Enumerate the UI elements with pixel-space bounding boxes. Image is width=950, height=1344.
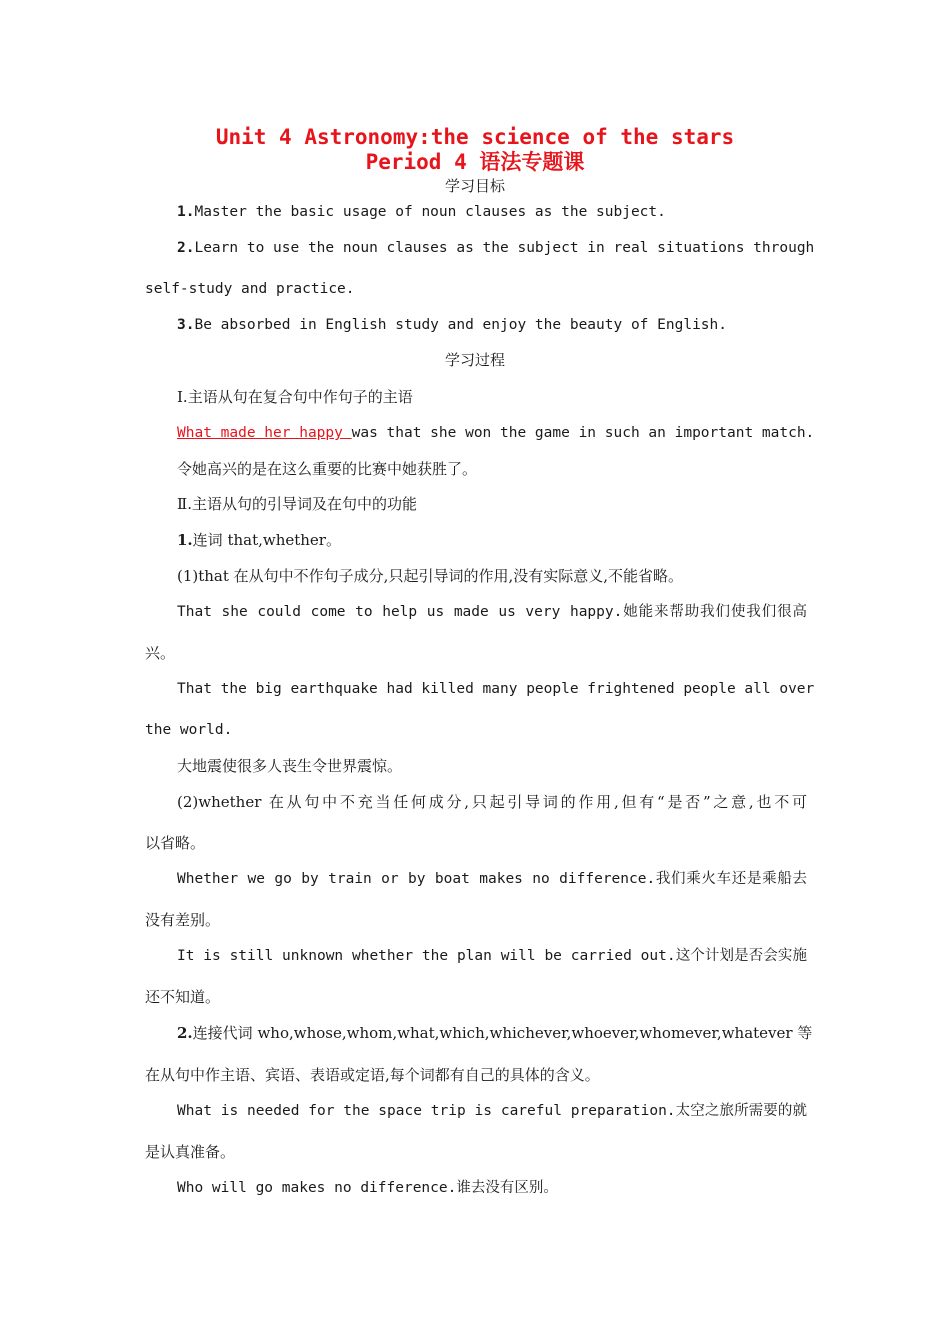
point1-note2: (2)whether 在从句中不充当任何成分,只起引导词的作用,但有“是否”之意,也不可	[177, 793, 807, 811]
point1-note1: (1)that 在从句中不作句子成分,只起引导词的作用,没有实际意义,不能省略。	[177, 567, 683, 585]
highlighted-subject-clause: What made her happy	[177, 425, 352, 441]
point1-example4-continued: 还不知道。	[145, 988, 221, 1006]
point2-text	[177, 1022, 813, 1044]
objective-2-num: 2.	[177, 240, 195, 256]
section2-heading: Ⅱ.主语从句的引导词及在句中的功能	[177, 495, 417, 513]
point2-example1-continued: 是认真准备。	[145, 1143, 236, 1161]
objective-2-continued: self-study and practice.	[145, 281, 355, 297]
point1-example4: It is still unknown whether the plan will be carried out.这个计划是否会实施	[177, 948, 807, 964]
objective-3-text: Be absorbed in English study and enjoy the beauty of English.	[194, 317, 727, 333]
objective-1-num: 1.	[177, 204, 195, 220]
objectives-heading: 学习目标	[444, 177, 505, 195]
point2-example2: Who will go makes no difference.谁去没有区别。	[177, 1180, 558, 1196]
section1-example-rest: was that she won the game in such an important match.	[351, 425, 815, 441]
point2-num: 2.	[177, 1024, 193, 1042]
point1-text: 连词 that,whether。	[192, 531, 341, 549]
objective-2	[177, 237, 815, 259]
objective-3-num: 3.	[177, 317, 195, 333]
objective-1-text: Master the basic usage of noun clauses as the subject.	[194, 204, 666, 220]
point1-example2-translation: 大地震使很多人丧生令世界震惊。	[177, 757, 403, 775]
process-heading: 学习过程	[444, 351, 505, 369]
point1-example2-continued: the world.	[145, 722, 233, 738]
section1-translation: 令她高兴的是在这么重要的比赛中她获胜了。	[177, 460, 478, 478]
point1-num: 1.	[177, 531, 193, 549]
point1-note2-continued: 以省略。	[145, 834, 206, 852]
point1-label	[177, 529, 807, 551]
objective-1	[177, 201, 807, 223]
point2-text-continued: 在从句中作主语、宾语、表语或定语,每个词都有自己的具体的含义。	[145, 1066, 600, 1084]
point2-example1: What is needed for the space trip is careful preparation.太空之旅所需要的就	[177, 1103, 807, 1119]
point1-example3: Whether we go by train or by boat makes no difference.我们乘火车还是乘船去	[177, 871, 807, 887]
unit-title: Unit 4 Astronomy:the science of the stars	[215, 125, 735, 149]
objective-3	[177, 314, 807, 336]
point1-example2: That the big earthquake had killed many people frightened people all over	[177, 681, 815, 697]
point1-example3-continued: 没有差别。	[145, 911, 221, 929]
period-title: Period 4 语法专题课	[365, 150, 585, 174]
section1-example	[177, 422, 815, 444]
point1-example1-continued: 兴。	[145, 644, 176, 662]
section1-heading: Ⅰ.主语从句在复合句中作句子的主语	[177, 388, 413, 406]
point1-example1: That she could come to help us made us very happy.她能来帮助我们使我们很高	[177, 604, 807, 620]
objective-2-text: Learn to use the noun clauses as the subject in real situations through	[194, 240, 815, 256]
point2-text-a: 连接代词 who,whose,whom,what,which,whichever,whoever,whomever,whatever 等	[192, 1024, 813, 1042]
